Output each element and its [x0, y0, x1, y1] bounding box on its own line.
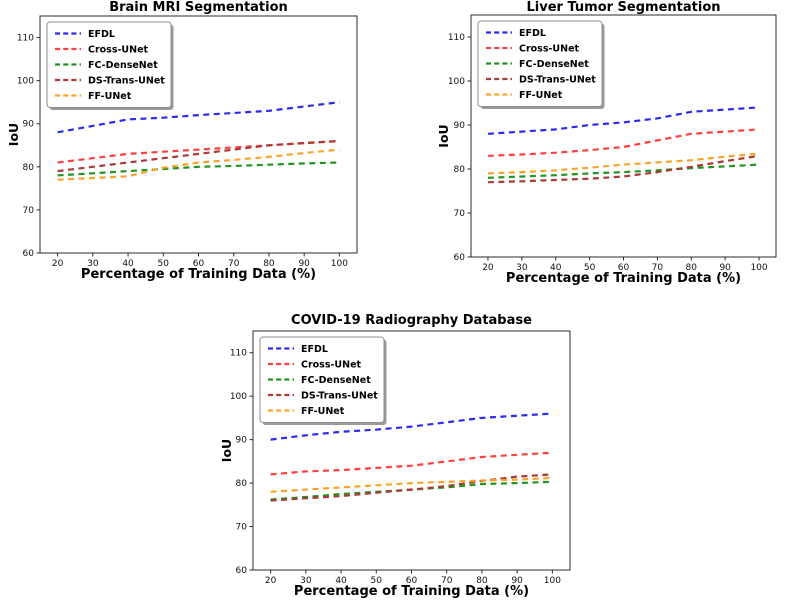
x-tick-label: 70	[651, 263, 664, 273]
legend-label-cross-unet: Cross-UNet	[519, 43, 580, 55]
x-tick-label: 20	[51, 259, 64, 269]
x-tick-label: 50	[370, 576, 383, 586]
x-tick-label: 90	[511, 576, 523, 586]
x-tick-label: 80	[476, 576, 488, 586]
x-tick-label: 20	[264, 576, 277, 586]
legend-label-fc-densenet: FC-DenseNet	[519, 59, 589, 70]
legend-label-efdl: EFDL	[519, 28, 546, 39]
x-axis-label: Percentage of Training Data (%)	[505, 271, 742, 286]
x-axis-label: Percentage of Training Data (%)	[80, 267, 317, 282]
series-line-ds-trans-unet	[488, 156, 759, 182]
chart-legend	[260, 337, 387, 425]
y-tick-label: 110	[229, 348, 247, 359]
y-axis-label: IoU	[219, 438, 234, 463]
x-tick-label: 80	[685, 263, 698, 273]
x-tick-label: 30	[516, 263, 528, 273]
y-tick-label: 70	[453, 209, 465, 219]
x-tick-label: 40	[122, 259, 134, 269]
x-tick-label: 40	[549, 263, 562, 273]
chart-title: COVID-19 Radiography Database	[291, 313, 532, 328]
x-tick-label: 50	[583, 263, 596, 273]
y-tick-label: 80	[22, 162, 34, 173]
x-tick-label: 30	[87, 259, 99, 269]
chart-title: Liver Tumor Segmentation	[526, 0, 721, 15]
legend-label-ds-trans-unet: DS-Trans-UNet	[519, 74, 596, 86]
chart-legend	[478, 21, 605, 109]
chart-brain-mri-segmentation	[0, 0, 396, 300]
x-tick-label: 60	[192, 259, 205, 269]
x-tick-label: 100	[543, 576, 561, 586]
y-axis-label: IoU	[436, 124, 451, 148]
x-tick-label: 60	[617, 263, 630, 273]
x-tick-label: 70	[440, 576, 453, 586]
y-tick-label: 80	[453, 165, 465, 175]
legend-label-ff-unet: FF-UNet	[301, 406, 345, 417]
y-tick-label: 110	[447, 33, 465, 43]
y-tick-label: 100	[447, 77, 465, 87]
series-line-fc-densenet	[58, 163, 340, 176]
y-tick-label: 60	[453, 253, 465, 263]
y-tick-label: 110	[16, 33, 34, 44]
series-line-ff-unet	[488, 154, 759, 174]
y-tick-label: 60	[22, 249, 34, 259]
series-line-efdl	[488, 107, 759, 133]
chart-plot-area	[0, 0, 396, 300]
legend-label-ds-trans-unet: DS-Trans-UNet	[88, 75, 165, 87]
legend-label-fc-densenet: FC-DenseNet	[301, 375, 371, 386]
chart-legend	[47, 22, 174, 110]
y-tick-label: 90	[235, 435, 247, 446]
chart-plot-area	[198, 303, 594, 603]
x-tick-label: 100	[330, 259, 348, 269]
legend-label-ff-unet: FF-UNet	[519, 90, 563, 101]
legend-label-fc-densenet: FC-DenseNet	[88, 60, 158, 71]
x-tick-label: 90	[719, 263, 731, 273]
legend-label-efdl: EFDL	[88, 29, 115, 40]
x-tick-label: 80	[263, 259, 275, 269]
y-tick-label: 80	[235, 479, 247, 490]
x-tick-label: 100	[750, 263, 768, 273]
x-tick-label: 20	[482, 263, 494, 273]
y-tick-label: 70	[22, 205, 34, 216]
chart-covid19-radiography-database	[198, 303, 594, 603]
x-tick-label: 70	[227, 259, 240, 269]
series-line-cross-unet	[271, 453, 553, 475]
y-tick-label: 60	[235, 566, 247, 576]
chart-liver-tumor-segmentation	[396, 0, 792, 300]
legend-label-ff-unet: FF-UNet	[88, 91, 132, 102]
x-tick-label: 90	[298, 259, 310, 269]
chart-plot-area	[396, 0, 792, 300]
series-line-cross-unet	[488, 129, 759, 155]
y-tick-label: 70	[235, 522, 247, 533]
x-tick-label: 60	[405, 576, 418, 586]
legend-label-ds-trans-unet: DS-Trans-UNet	[301, 390, 378, 402]
legend-label-cross-unet: Cross-UNet	[301, 359, 362, 371]
y-tick-label: 90	[22, 119, 34, 130]
series-line-cross-unet	[58, 141, 340, 163]
chart-title: Brain MRI Segmentation	[109, 0, 288, 15]
x-tick-label: 40	[335, 576, 347, 586]
y-axis-label: IoU	[6, 122, 21, 147]
legend-label-cross-unet: Cross-UNet	[88, 44, 149, 56]
legend-label-efdl: EFDL	[301, 344, 328, 355]
x-tick-label: 50	[157, 259, 170, 269]
y-tick-label: 100	[229, 392, 247, 403]
y-tick-label: 90	[453, 121, 465, 131]
x-tick-label: 30	[300, 576, 312, 586]
series-line-fc-densenet	[488, 165, 759, 178]
y-tick-label: 100	[16, 76, 34, 87]
x-axis-label: Percentage of Training Data (%)	[293, 584, 530, 599]
